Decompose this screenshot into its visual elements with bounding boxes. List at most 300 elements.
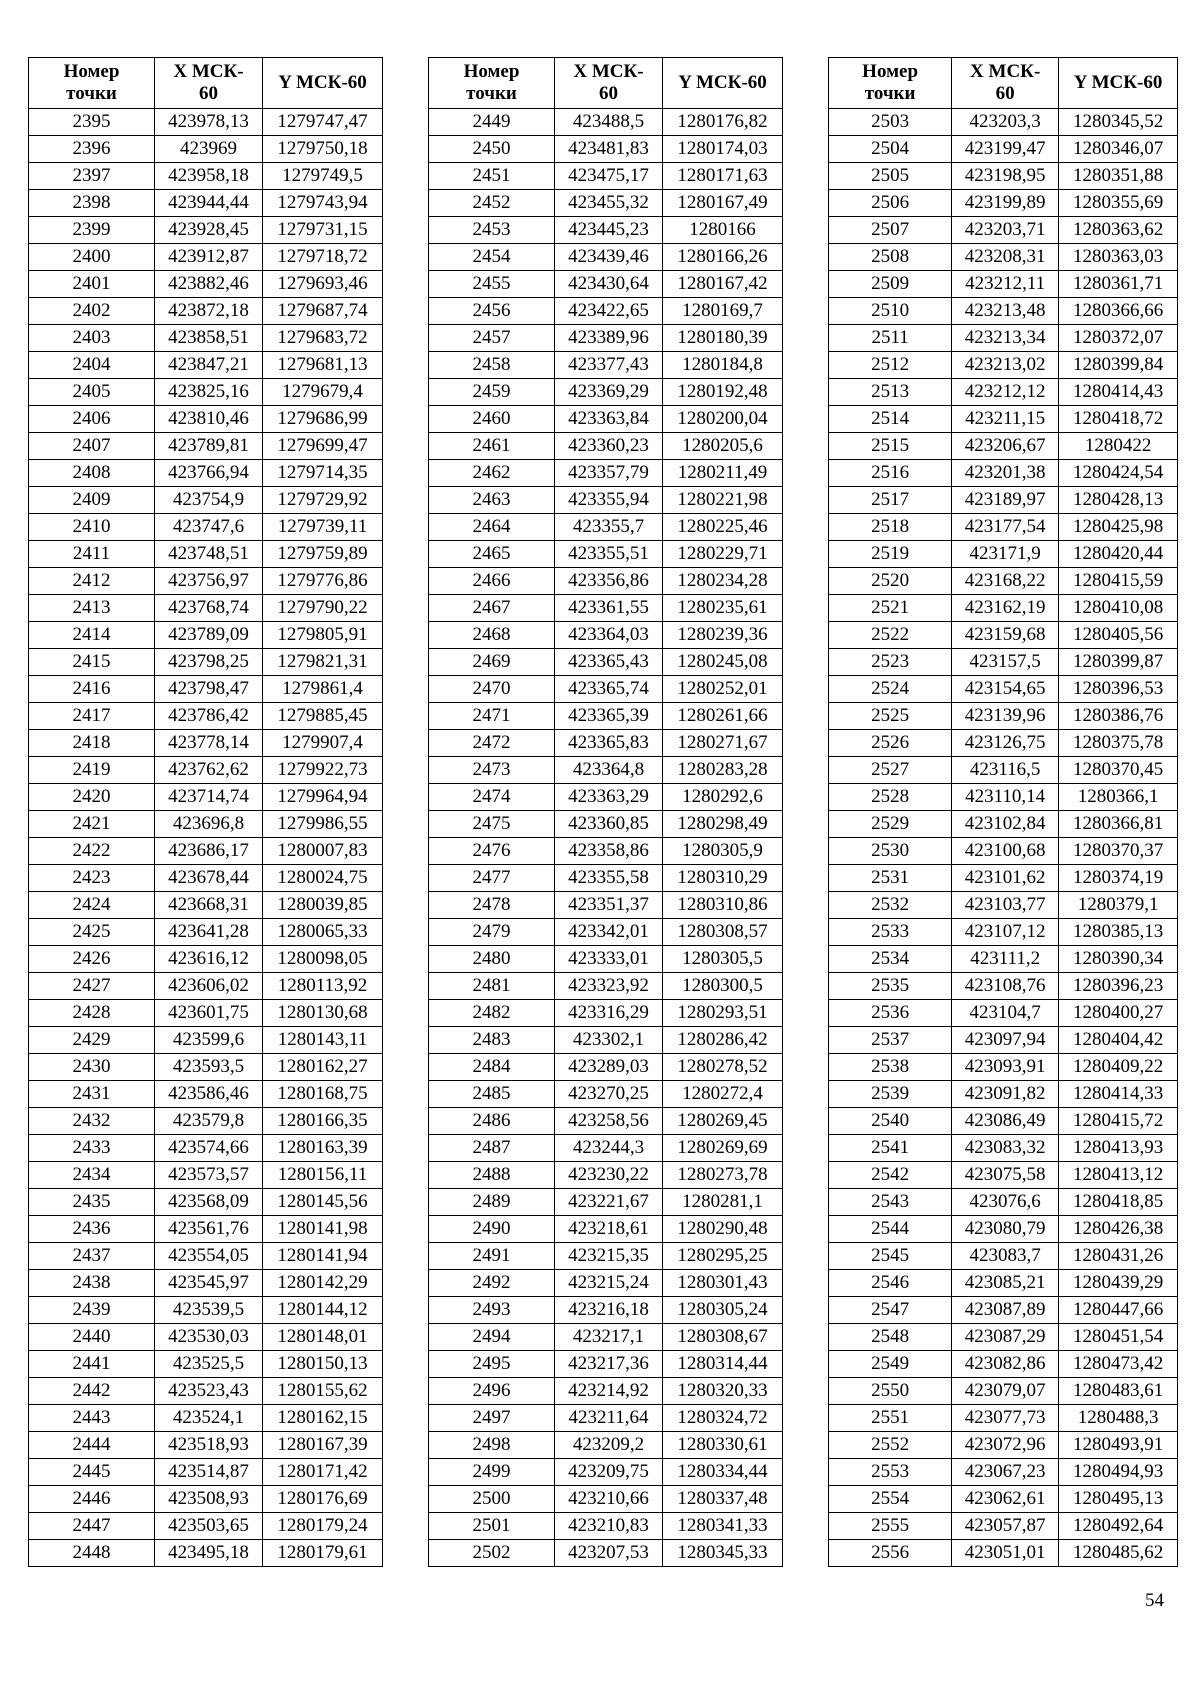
x-coordinate-cell: 423579,8 (155, 1108, 263, 1135)
table-row (829, 1108, 1178, 1135)
x-coordinate-cell: 423213,48 (952, 298, 1059, 325)
x-coordinate-cell: 423212,12 (952, 379, 1059, 406)
header-x: X МСК- 60 (952, 58, 1059, 109)
x-coordinate-cell: 423270,25 (555, 1081, 663, 1108)
table-row (429, 298, 783, 325)
x-coordinate-cell: 423083,7 (952, 1243, 1059, 1270)
x-coordinate-cell: 423360,23 (555, 433, 663, 460)
point-number-cell: 2507 (829, 217, 952, 244)
y-coordinate-cell: 1280308,67 (663, 1324, 783, 1351)
table-row (829, 919, 1178, 946)
x-coordinate-cell: 423495,18 (155, 1540, 263, 1567)
y-coordinate-cell: 1279693,46 (263, 271, 383, 298)
x-coordinate-cell: 423342,01 (555, 919, 663, 946)
table-row (829, 1297, 1178, 1324)
x-coordinate-cell: 423593,5 (155, 1054, 263, 1081)
y-coordinate-cell: 1280390,34 (1059, 946, 1178, 973)
x-coordinate-cell: 423211,15 (952, 406, 1059, 433)
y-coordinate-cell: 1280363,62 (1059, 217, 1178, 244)
table-row (429, 1189, 783, 1216)
header-y: Y МСК-60 (663, 58, 783, 109)
point-number-cell: 2544 (829, 1216, 952, 1243)
y-coordinate-cell: 1279885,45 (263, 703, 383, 730)
y-coordinate-cell: 1280039,85 (263, 892, 383, 919)
table-row (429, 919, 783, 946)
point-number-cell: 2423 (29, 865, 155, 892)
x-coordinate-cell: 423162,19 (952, 595, 1059, 622)
point-number-cell: 2448 (29, 1540, 155, 1567)
y-coordinate-cell: 1280292,6 (663, 784, 783, 811)
x-coordinate-cell: 423230,22 (555, 1162, 663, 1189)
x-coordinate-cell: 423586,46 (155, 1081, 263, 1108)
point-number-cell: 2439 (29, 1297, 155, 1324)
y-coordinate-cell: 1279739,11 (263, 514, 383, 541)
table-row (429, 1513, 783, 1540)
x-coordinate-cell: 423422,65 (555, 298, 663, 325)
y-coordinate-cell: 1280426,38 (1059, 1216, 1178, 1243)
table-row (29, 1486, 383, 1513)
table-row (29, 703, 383, 730)
table-row (829, 1270, 1178, 1297)
x-coordinate-cell: 423798,47 (155, 676, 263, 703)
point-number-cell: 2451 (429, 163, 555, 190)
table-row (29, 595, 383, 622)
point-number-cell: 2401 (29, 271, 155, 298)
point-number-cell: 2398 (29, 190, 155, 217)
x-coordinate-cell: 423766,94 (155, 460, 263, 487)
table-row (29, 379, 383, 406)
table-row (29, 622, 383, 649)
point-number-cell: 2512 (829, 352, 952, 379)
table-row (429, 568, 783, 595)
point-number-cell: 2483 (429, 1027, 555, 1054)
x-coordinate-cell: 423475,17 (555, 163, 663, 190)
y-coordinate-cell: 1280281,1 (663, 1189, 783, 1216)
y-coordinate-cell: 1280141,98 (263, 1216, 383, 1243)
table-row (29, 865, 383, 892)
x-coordinate-cell: 423103,77 (952, 892, 1059, 919)
x-coordinate-cell: 423154,65 (952, 676, 1059, 703)
point-number-cell: 2537 (829, 1027, 952, 1054)
point-number-cell: 2450 (429, 136, 555, 163)
y-coordinate-cell: 1280414,33 (1059, 1081, 1178, 1108)
y-coordinate-cell: 1280355,69 (1059, 190, 1178, 217)
table-row (429, 1405, 783, 1432)
point-number-cell: 2432 (29, 1108, 155, 1135)
x-coordinate-cell: 423333,01 (555, 946, 663, 973)
table-row (429, 541, 783, 568)
x-coordinate-cell: 423754,9 (155, 487, 263, 514)
point-number-cell: 2534 (829, 946, 952, 973)
x-coordinate-cell: 423365,74 (555, 676, 663, 703)
point-number-cell: 2481 (429, 973, 555, 1000)
table-row (429, 109, 783, 136)
y-coordinate-cell: 1279861,4 (263, 676, 383, 703)
y-coordinate-cell: 1280261,66 (663, 703, 783, 730)
header-point-number: Номер точки (429, 58, 555, 109)
point-number-cell: 2486 (429, 1108, 555, 1135)
table-row (829, 1486, 1178, 1513)
point-number-cell: 2430 (29, 1054, 155, 1081)
x-coordinate-cell: 423389,96 (555, 325, 663, 352)
table-row (429, 1243, 783, 1270)
point-number-cell: 2465 (429, 541, 555, 568)
y-coordinate-cell: 1280163,39 (263, 1135, 383, 1162)
table-row (829, 1432, 1178, 1459)
table-row (29, 946, 383, 973)
point-number-cell: 2546 (829, 1270, 952, 1297)
x-coordinate-cell: 423199,89 (952, 190, 1059, 217)
x-coordinate-cell: 423616,12 (155, 946, 263, 973)
table-row (829, 1513, 1178, 1540)
x-coordinate-cell: 423530,03 (155, 1324, 263, 1351)
x-coordinate-cell: 423525,5 (155, 1351, 263, 1378)
x-coordinate-cell: 423430,64 (555, 271, 663, 298)
table-row (29, 1324, 383, 1351)
y-coordinate-cell: 1280366,81 (1059, 811, 1178, 838)
x-coordinate-cell: 423213,34 (952, 325, 1059, 352)
x-coordinate-cell: 423641,28 (155, 919, 263, 946)
y-coordinate-cell: 1280156,11 (263, 1162, 383, 1189)
table-row (29, 541, 383, 568)
y-coordinate-cell: 1280415,72 (1059, 1108, 1178, 1135)
point-number-cell: 2491 (429, 1243, 555, 1270)
x-coordinate-cell: 423076,6 (952, 1189, 1059, 1216)
table-row (829, 1459, 1178, 1486)
y-coordinate-cell: 1280451,54 (1059, 1324, 1178, 1351)
y-coordinate-cell: 1280113,92 (263, 973, 383, 1000)
y-coordinate-cell: 1280229,71 (663, 541, 783, 568)
table-row (29, 1000, 383, 1027)
x-coordinate-cell: 423789,81 (155, 433, 263, 460)
table-row (429, 379, 783, 406)
y-coordinate-cell: 1280162,27 (263, 1054, 383, 1081)
point-number-cell: 2408 (29, 460, 155, 487)
y-coordinate-cell: 1280415,59 (1059, 568, 1178, 595)
header-y: Y МСК-60 (1059, 58, 1178, 109)
x-coordinate-cell: 423110,14 (952, 784, 1059, 811)
table-row (829, 865, 1178, 892)
table-row (429, 352, 783, 379)
y-coordinate-cell: 1280428,13 (1059, 487, 1178, 514)
point-number-cell: 2553 (829, 1459, 952, 1486)
x-coordinate-cell: 423696,8 (155, 811, 263, 838)
y-coordinate-cell: 1280200,04 (663, 406, 783, 433)
x-coordinate-cell: 423365,43 (555, 649, 663, 676)
x-coordinate-cell: 423810,46 (155, 406, 263, 433)
table-row (29, 1459, 383, 1486)
point-number-cell: 2426 (29, 946, 155, 973)
point-number-cell: 2505 (829, 163, 952, 190)
x-coordinate-cell: 423872,18 (155, 298, 263, 325)
table-row (429, 1459, 783, 1486)
x-coordinate-cell: 423316,29 (555, 1000, 663, 1027)
y-coordinate-cell: 1279714,35 (263, 460, 383, 487)
x-coordinate-cell: 423355,94 (555, 487, 663, 514)
point-number-cell: 2444 (29, 1432, 155, 1459)
y-coordinate-cell: 1280167,49 (663, 190, 783, 217)
point-number-cell: 2472 (429, 730, 555, 757)
x-coordinate-cell: 423083,32 (952, 1135, 1059, 1162)
point-number-cell: 2407 (29, 433, 155, 460)
y-coordinate-cell: 1280346,07 (1059, 136, 1178, 163)
point-number-cell: 2415 (29, 649, 155, 676)
point-number-cell: 2431 (29, 1081, 155, 1108)
point-number-cell: 2518 (829, 514, 952, 541)
point-number-cell: 2475 (429, 811, 555, 838)
table-row (429, 784, 783, 811)
x-coordinate-cell: 423258,56 (555, 1108, 663, 1135)
coordinate-table-2 (428, 57, 783, 1567)
y-coordinate-cell: 1280310,86 (663, 892, 783, 919)
x-coordinate-cell: 423302,1 (555, 1027, 663, 1054)
y-coordinate-cell: 1280278,52 (663, 1054, 783, 1081)
y-coordinate-cell: 1280420,44 (1059, 541, 1178, 568)
y-coordinate-cell: 1280269,45 (663, 1108, 783, 1135)
y-coordinate-cell: 1280399,87 (1059, 649, 1178, 676)
table-row (29, 1081, 383, 1108)
y-coordinate-cell: 1280409,22 (1059, 1054, 1178, 1081)
point-number-cell: 2497 (429, 1405, 555, 1432)
y-coordinate-cell: 1280399,84 (1059, 352, 1178, 379)
point-number-cell: 2404 (29, 352, 155, 379)
y-coordinate-cell: 1280065,33 (263, 919, 383, 946)
x-coordinate-cell: 423356,86 (555, 568, 663, 595)
y-coordinate-cell: 1280168,75 (263, 1081, 383, 1108)
x-coordinate-cell: 423514,87 (155, 1459, 263, 1486)
table-row (429, 1081, 783, 1108)
point-number-cell: 2520 (829, 568, 952, 595)
x-coordinate-cell: 423762,62 (155, 757, 263, 784)
y-coordinate-cell: 1280314,44 (663, 1351, 783, 1378)
point-number-cell: 2405 (29, 379, 155, 406)
x-coordinate-cell: 423568,09 (155, 1189, 263, 1216)
y-coordinate-cell: 1280205,6 (663, 433, 783, 460)
y-coordinate-cell: 1280385,13 (1059, 919, 1178, 946)
x-coordinate-cell: 423087,89 (952, 1297, 1059, 1324)
table-row (829, 1081, 1178, 1108)
x-coordinate-cell: 423171,9 (952, 541, 1059, 568)
x-coordinate-cell: 423101,62 (952, 865, 1059, 892)
table-row (829, 271, 1178, 298)
table-row (429, 1027, 783, 1054)
point-number-cell: 2406 (29, 406, 155, 433)
table-row (429, 838, 783, 865)
x-coordinate-cell: 423062,61 (952, 1486, 1059, 1513)
point-number-cell: 2418 (29, 730, 155, 757)
y-coordinate-cell: 1280211,49 (663, 460, 783, 487)
point-number-cell: 2470 (429, 676, 555, 703)
point-number-cell: 2477 (429, 865, 555, 892)
y-coordinate-cell: 1280351,88 (1059, 163, 1178, 190)
point-number-cell: 2455 (429, 271, 555, 298)
y-coordinate-cell: 1280310,29 (663, 865, 783, 892)
x-coordinate-cell: 423216,18 (555, 1297, 663, 1324)
table-row (429, 649, 783, 676)
table-row (29, 730, 383, 757)
y-coordinate-cell: 1280485,62 (1059, 1540, 1178, 1567)
x-coordinate-cell: 423445,23 (555, 217, 663, 244)
x-coordinate-cell: 423363,29 (555, 784, 663, 811)
point-number-cell: 2420 (29, 784, 155, 811)
point-number-cell: 2556 (829, 1540, 952, 1567)
x-coordinate-cell: 423213,02 (952, 352, 1059, 379)
point-number-cell: 2416 (29, 676, 155, 703)
y-coordinate-cell: 1280320,33 (663, 1378, 783, 1405)
x-coordinate-cell: 423104,7 (952, 1000, 1059, 1027)
y-coordinate-cell: 1280396,23 (1059, 973, 1178, 1000)
point-number-cell: 2530 (829, 838, 952, 865)
table-row (829, 568, 1178, 595)
y-coordinate-cell: 1279986,55 (263, 811, 383, 838)
y-coordinate-cell: 1280370,37 (1059, 838, 1178, 865)
table-row (29, 1054, 383, 1081)
table-row (829, 757, 1178, 784)
y-coordinate-cell: 1280290,48 (663, 1216, 783, 1243)
y-coordinate-cell: 1279729,92 (263, 487, 383, 514)
table-row (429, 190, 783, 217)
x-coordinate-cell: 423323,92 (555, 973, 663, 1000)
y-coordinate-cell: 1280180,39 (663, 325, 783, 352)
x-coordinate-cell: 423768,74 (155, 595, 263, 622)
y-coordinate-cell: 1280167,42 (663, 271, 783, 298)
y-coordinate-cell: 1279699,47 (263, 433, 383, 460)
table-row (829, 217, 1178, 244)
point-number-cell: 2500 (429, 1486, 555, 1513)
x-coordinate-cell: 423574,66 (155, 1135, 263, 1162)
x-coordinate-cell: 423102,84 (952, 811, 1059, 838)
x-coordinate-cell: 423072,96 (952, 1432, 1059, 1459)
y-coordinate-cell: 1280366,1 (1059, 784, 1178, 811)
point-number-cell: 2517 (829, 487, 952, 514)
point-number-cell: 2433 (29, 1135, 155, 1162)
table-row (29, 271, 383, 298)
point-number-cell: 2473 (429, 757, 555, 784)
point-number-cell: 2410 (29, 514, 155, 541)
y-coordinate-cell: 1279731,15 (263, 217, 383, 244)
y-coordinate-cell: 1279679,4 (263, 379, 383, 406)
y-coordinate-cell: 1280483,61 (1059, 1378, 1178, 1405)
table-row (429, 730, 783, 757)
y-coordinate-cell: 1280166 (663, 217, 783, 244)
point-number-cell: 2501 (429, 1513, 555, 1540)
table-row (829, 1000, 1178, 1027)
table-row (429, 1135, 783, 1162)
y-coordinate-cell: 1280439,29 (1059, 1270, 1178, 1297)
x-coordinate-cell: 423488,5 (555, 109, 663, 136)
x-coordinate-cell: 423363,84 (555, 406, 663, 433)
point-number-cell: 2461 (429, 433, 555, 460)
x-coordinate-cell: 423882,46 (155, 271, 263, 298)
x-coordinate-cell: 423214,92 (555, 1378, 663, 1405)
table-row (429, 1270, 783, 1297)
y-coordinate-cell: 1280273,78 (663, 1162, 783, 1189)
y-coordinate-cell: 1280162,15 (263, 1405, 383, 1432)
point-number-cell: 2547 (829, 1297, 952, 1324)
x-coordinate-cell: 423778,14 (155, 730, 263, 757)
x-coordinate-cell: 423912,87 (155, 244, 263, 271)
y-coordinate-cell: 1280169,7 (663, 298, 783, 325)
point-number-cell: 2542 (829, 1162, 952, 1189)
x-coordinate-cell: 423756,97 (155, 568, 263, 595)
x-coordinate-cell: 423481,83 (555, 136, 663, 163)
y-coordinate-cell: 1280155,62 (263, 1378, 383, 1405)
point-number-cell: 2419 (29, 757, 155, 784)
x-coordinate-cell: 423212,11 (952, 271, 1059, 298)
x-coordinate-cell: 423218,61 (555, 1216, 663, 1243)
point-number-cell: 2445 (29, 1459, 155, 1486)
x-coordinate-cell: 423668,31 (155, 892, 263, 919)
y-coordinate-cell: 1279749,5 (263, 163, 383, 190)
y-coordinate-cell: 1280341,33 (663, 1513, 783, 1540)
y-coordinate-cell: 1280167,39 (263, 1432, 383, 1459)
table-row (429, 757, 783, 784)
point-number-cell: 2503 (829, 109, 952, 136)
header-x: X МСК- 60 (555, 58, 663, 109)
point-number-cell: 2521 (829, 595, 952, 622)
point-number-cell: 2449 (429, 109, 555, 136)
x-coordinate-cell: 423678,44 (155, 865, 263, 892)
y-coordinate-cell: 1280221,98 (663, 487, 783, 514)
y-coordinate-cell: 1280404,42 (1059, 1027, 1178, 1054)
y-coordinate-cell: 1280145,56 (263, 1189, 383, 1216)
x-coordinate-cell: 423439,46 (555, 244, 663, 271)
y-coordinate-cell: 1280166,35 (263, 1108, 383, 1135)
x-coordinate-cell: 423203,71 (952, 217, 1059, 244)
x-coordinate-cell: 423217,36 (555, 1351, 663, 1378)
x-coordinate-cell: 423203,3 (952, 109, 1059, 136)
y-coordinate-cell: 1280374,19 (1059, 865, 1178, 892)
x-coordinate-cell: 423561,76 (155, 1216, 263, 1243)
y-coordinate-cell: 1280414,43 (1059, 379, 1178, 406)
y-coordinate-cell: 1280345,52 (1059, 109, 1178, 136)
y-coordinate-cell: 1280295,25 (663, 1243, 783, 1270)
table-row (429, 892, 783, 919)
x-coordinate-cell: 423082,86 (952, 1351, 1059, 1378)
y-coordinate-cell: 1280366,66 (1059, 298, 1178, 325)
point-number-cell: 2502 (429, 1540, 555, 1567)
table-row (29, 1270, 383, 1297)
point-number-cell: 2548 (829, 1324, 952, 1351)
table-row (829, 1135, 1178, 1162)
point-number-cell: 2536 (829, 1000, 952, 1027)
x-coordinate-cell: 423159,68 (952, 622, 1059, 649)
y-coordinate-cell: 1280410,08 (1059, 595, 1178, 622)
point-number-cell: 2409 (29, 487, 155, 514)
point-number-cell: 2428 (29, 1000, 155, 1027)
table-row (29, 136, 383, 163)
x-coordinate-cell: 423080,79 (952, 1216, 1059, 1243)
table-row (829, 352, 1178, 379)
table-row (829, 1216, 1178, 1243)
x-coordinate-cell: 423573,57 (155, 1162, 263, 1189)
table-row (29, 676, 383, 703)
y-coordinate-cell: 1280400,27 (1059, 1000, 1178, 1027)
x-coordinate-cell: 423210,83 (555, 1513, 663, 1540)
table-row (29, 1243, 383, 1270)
table-row (29, 460, 383, 487)
point-number-cell: 2554 (829, 1486, 952, 1513)
y-coordinate-cell: 1280396,53 (1059, 676, 1178, 703)
table-row (829, 946, 1178, 973)
x-coordinate-cell: 423093,91 (952, 1054, 1059, 1081)
x-coordinate-cell: 423107,12 (952, 919, 1059, 946)
point-number-cell: 2429 (29, 1027, 155, 1054)
table-row (429, 1324, 783, 1351)
x-coordinate-cell: 423157,5 (952, 649, 1059, 676)
x-coordinate-cell: 423201,38 (952, 460, 1059, 487)
y-coordinate-cell: 1280447,66 (1059, 1297, 1178, 1324)
